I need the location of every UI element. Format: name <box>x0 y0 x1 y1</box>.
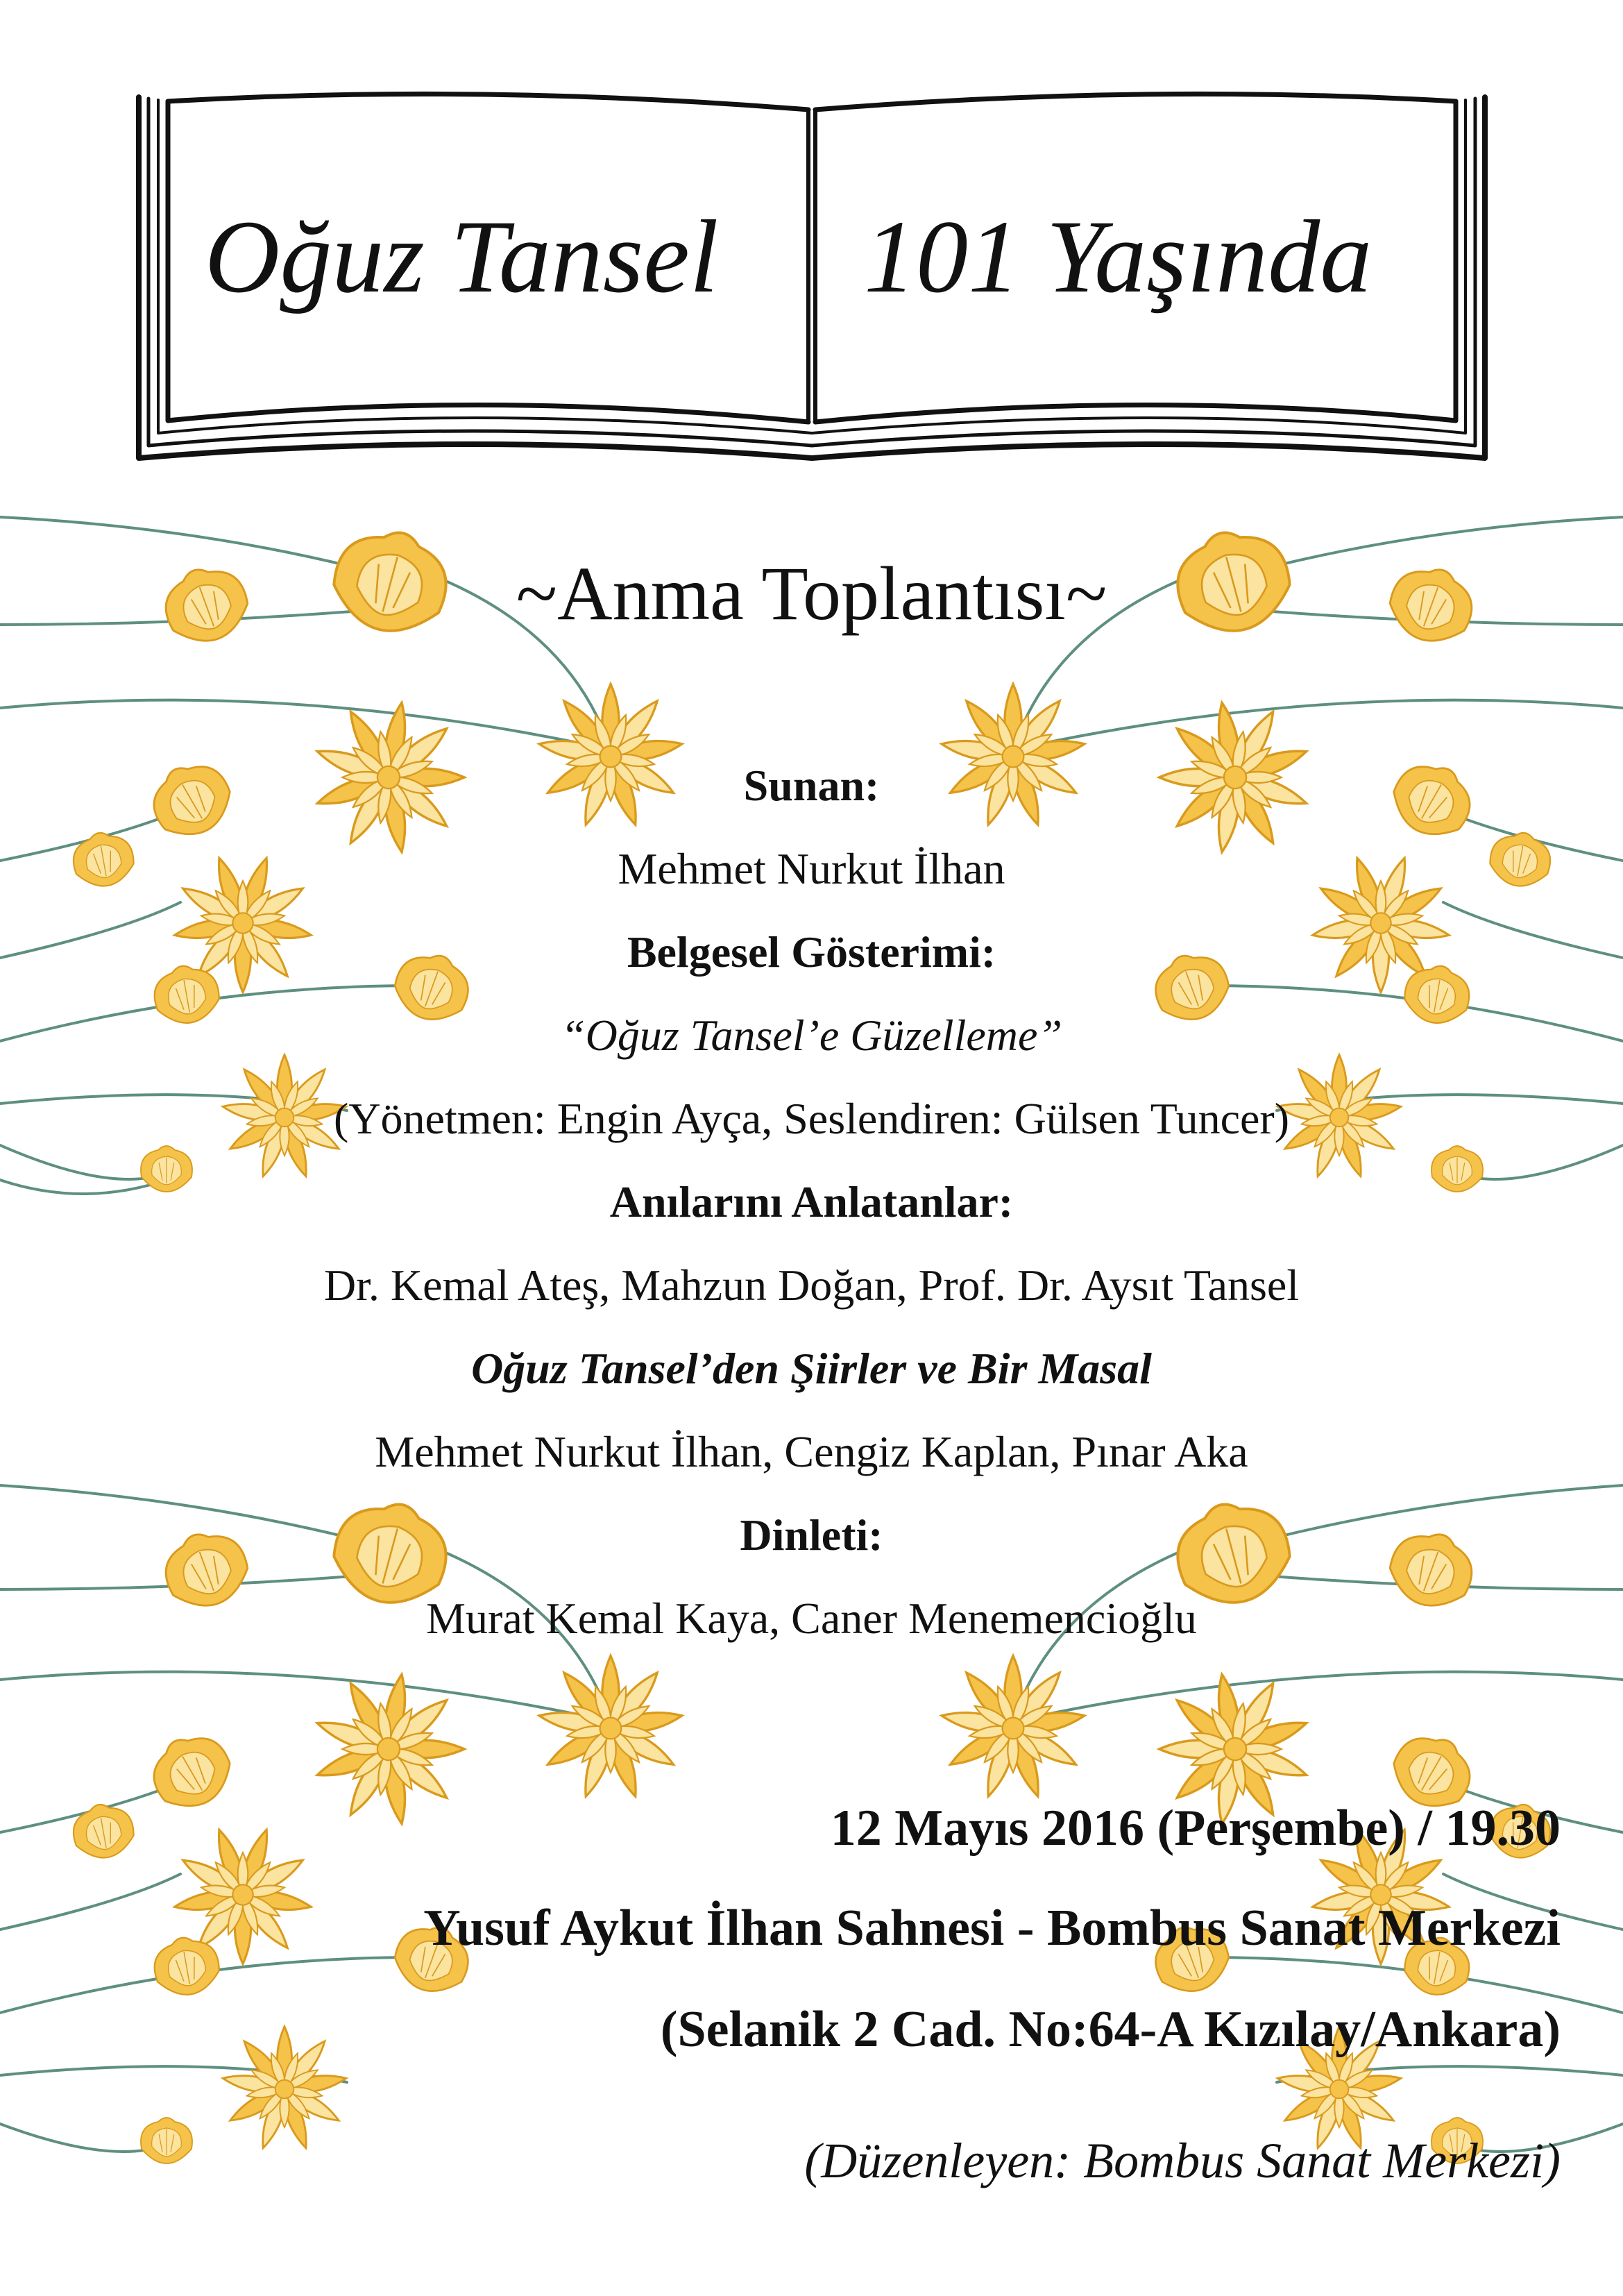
flower-bud <box>69 1800 137 1863</box>
poems-label: Oğuz Tansel’den Şiirler ve Bir Masal <box>471 1344 1152 1393</box>
flower-stem <box>1013 1672 1623 1721</box>
event-datetime: 12 Mayıs 2016 (Perşembe) / 19.30 <box>830 1800 1561 1857</box>
flower-bud <box>141 2118 192 2163</box>
event-venue: Yusuf Aykut İlhan Sahnesi - Bombus Sanat Merkezi <box>423 1900 1561 1957</box>
flower-stem <box>0 1874 180 1930</box>
flower-stem <box>1013 700 1623 750</box>
flower-bud <box>141 1723 242 1821</box>
concert-performers: Murat Kemal Kaya, Caner Menemencioğlu <box>426 1594 1197 1643</box>
flower-stem <box>0 700 611 750</box>
flower-bloom <box>300 1661 477 1835</box>
title-age: 101 Yaşında <box>864 199 1373 314</box>
poems-readers: Mehmet Nurkut İlhan, Cengiz Kaplan, Pınar Aka <box>375 1427 1248 1476</box>
event-organizer: (Düzenleyen: Bombus Sanat Merkezi) <box>804 2133 1561 2188</box>
documentary-title: “Oğuz Tansel’e Güzelleme” <box>561 1011 1062 1060</box>
event-subtitle: ~Anma Toplantısı~ <box>516 551 1107 636</box>
flower-stem <box>0 1672 611 1721</box>
memories-speakers: Dr. Kemal Ateş, Mahzun Doğan, Prof. Dr. Aysıt Tansel <box>323 1260 1300 1310</box>
flower-bud <box>150 1932 223 2000</box>
flower-bloom <box>940 1656 1086 1800</box>
flower-bloom <box>221 2027 347 2151</box>
title-name: Oğuz Tansel <box>205 199 719 314</box>
documentary-credits: (Yönetmen: Engin Ayça, Seslendiren: Gülsen Tuncer) <box>334 1094 1289 1143</box>
memories-label: Anılarını Anlatanlar: <box>609 1177 1014 1226</box>
flower-bloom <box>538 1656 683 1800</box>
presenter-label: Sunan: <box>743 761 880 810</box>
concert-label: Dinleti: <box>740 1510 883 1560</box>
event-address: (Selanik 2 Cad. No:64-A Kızılay/Ankara) <box>660 2001 1561 2058</box>
presenter-name: Mehmet Nurkut İlhan <box>618 844 1005 893</box>
documentary-label: Belgesel Gösterimi: <box>627 927 996 977</box>
